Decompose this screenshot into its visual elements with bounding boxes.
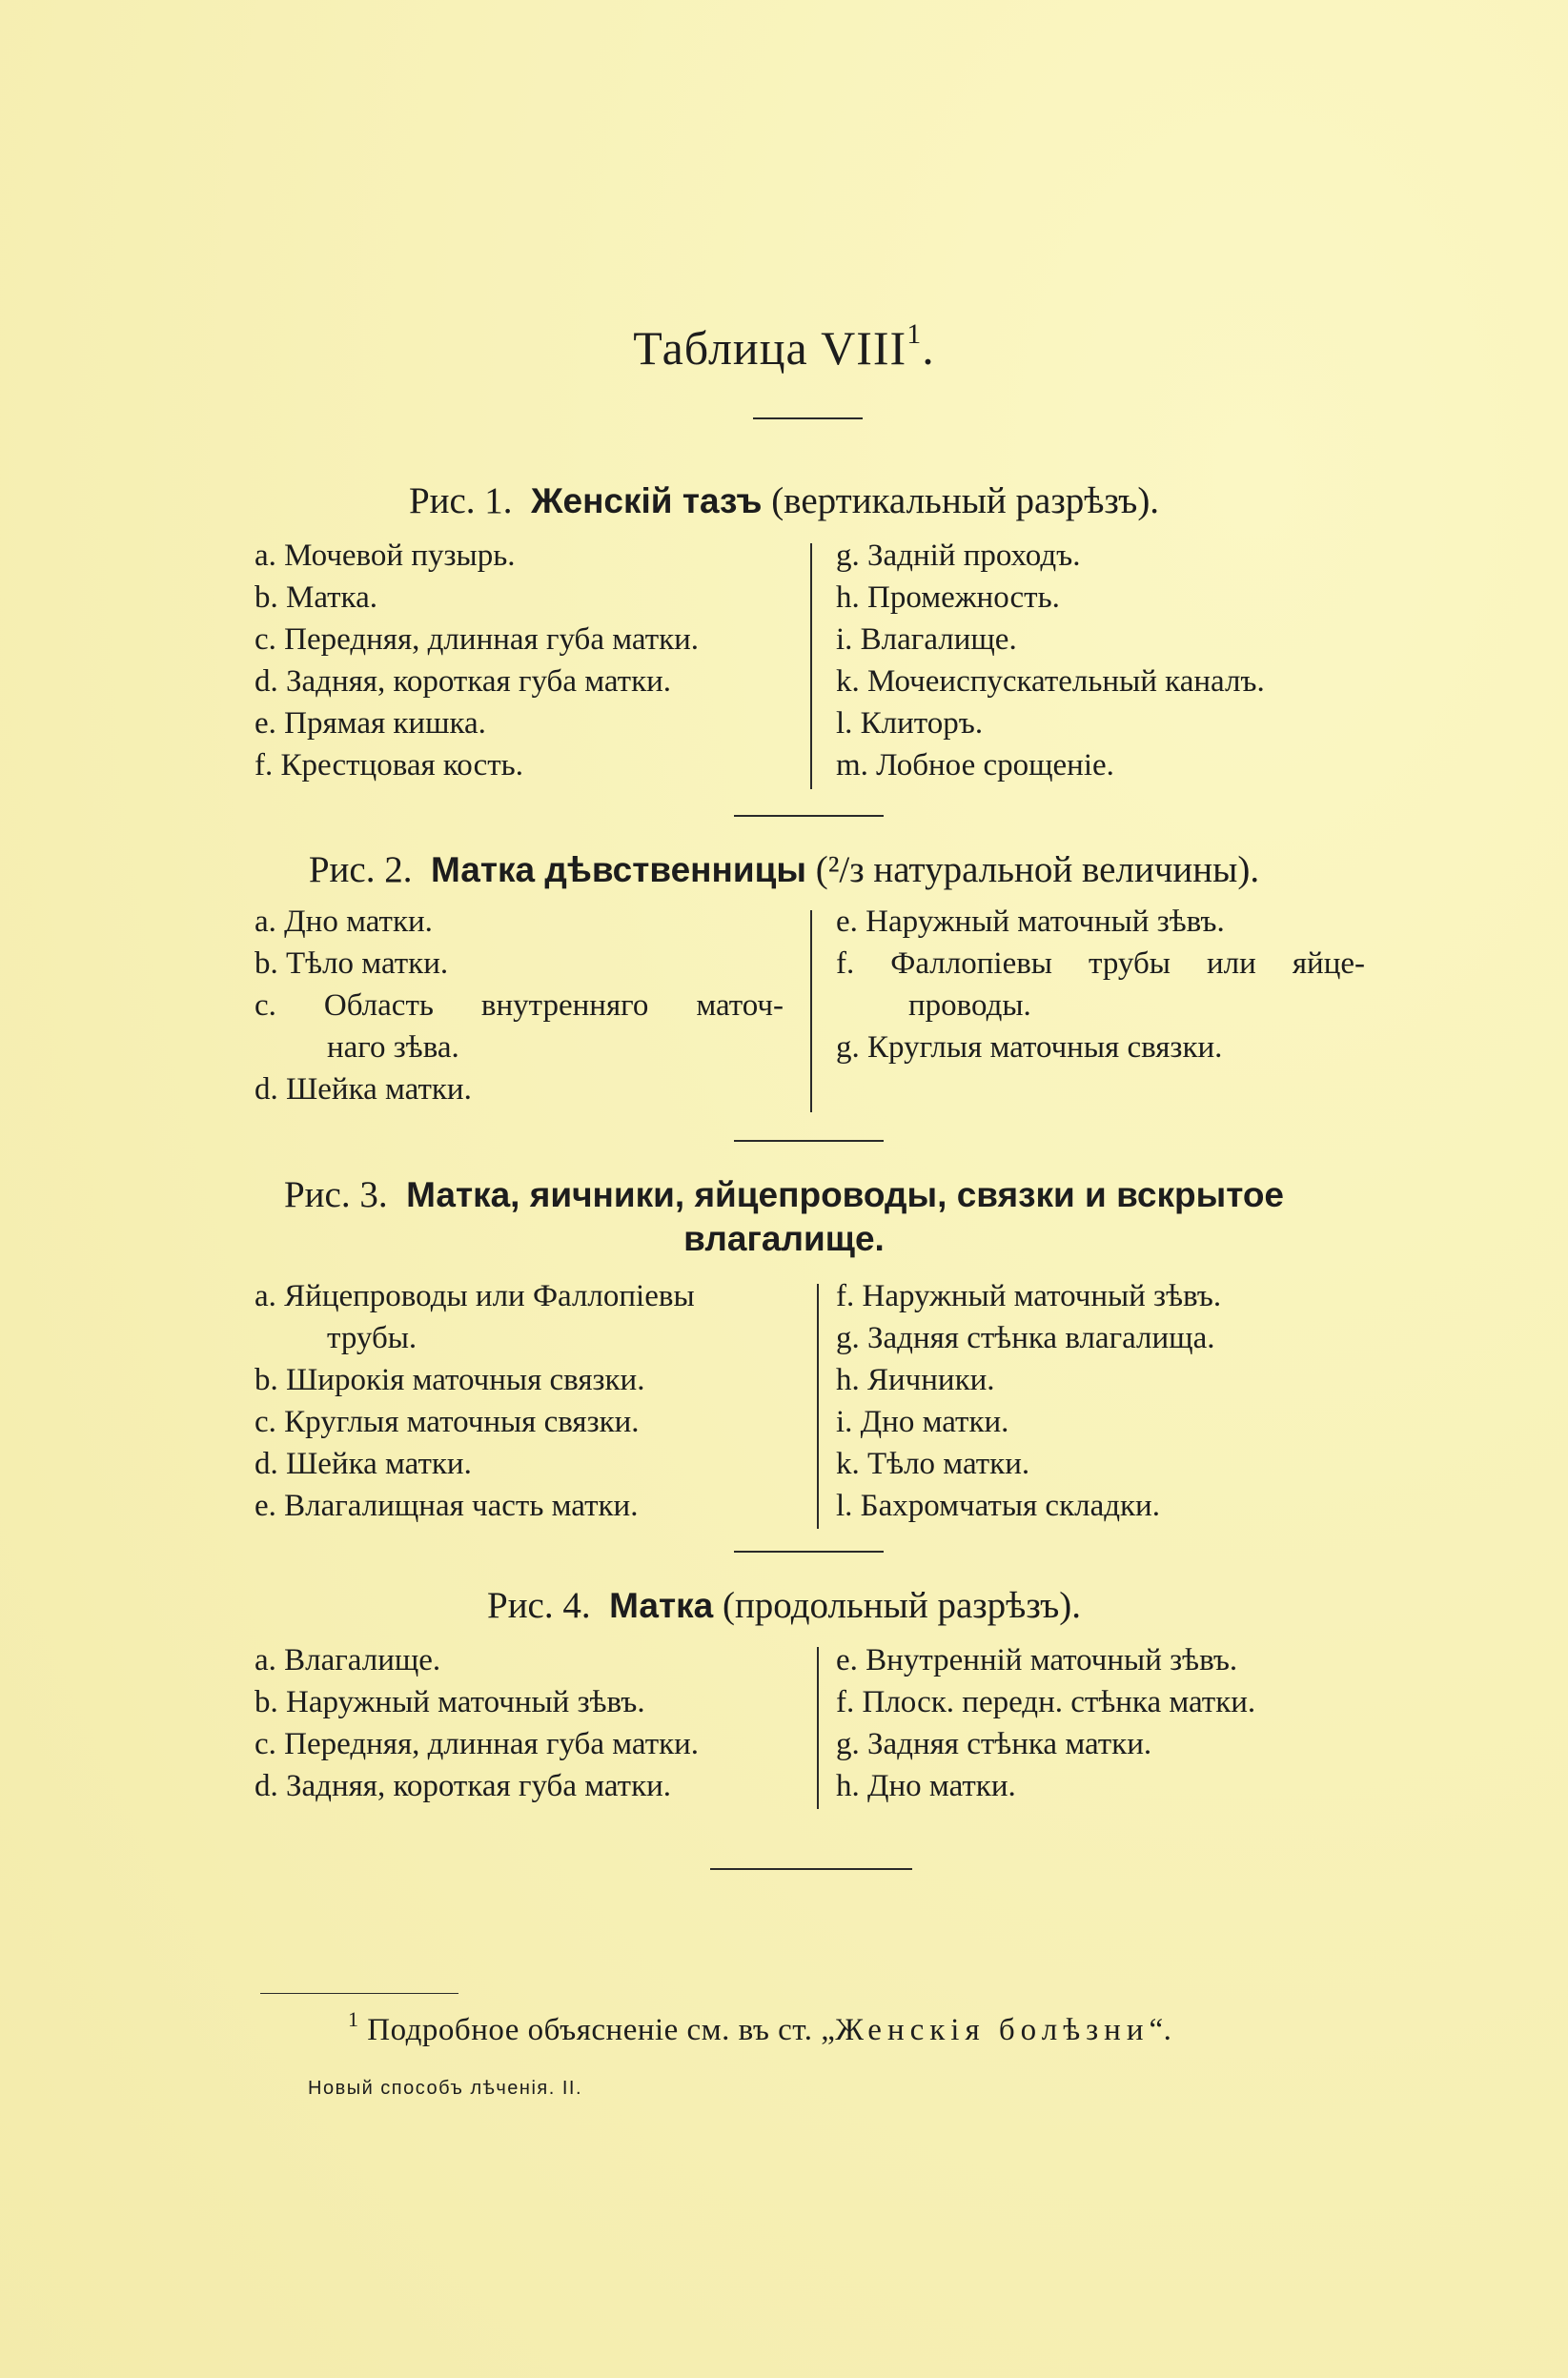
- legend-item: b. Матка.: [255, 580, 377, 615]
- legend-item: e. Прямая кишка.: [255, 706, 486, 741]
- title-text: Таблица VIII: [633, 321, 907, 375]
- legend-item: f. Крестцовая кость.: [255, 748, 523, 783]
- figure-4-left-list: [255, 1639, 788, 1807]
- figure-label: Рис. 2.: [308, 849, 413, 890]
- legend-item: b. Наружный маточный зѣвъ.: [255, 1685, 645, 1719]
- legend-item: c. Область внутренняго маточ-: [255, 988, 784, 1023]
- legend-item: m. Лобное срощеніе.: [836, 748, 1114, 783]
- legend-item: d. Шейка матки.: [255, 1072, 472, 1107]
- legend-item: b. Тѣло матки.: [255, 946, 449, 981]
- figure-subtitle: (вертикальный разрѣзъ).: [762, 480, 1160, 521]
- legend-item: l. Клиторъ.: [836, 706, 984, 741]
- legend-item: a. Влагалище.: [255, 1643, 441, 1677]
- divider-rule: [734, 1551, 884, 1553]
- legend-item: a. Мочевой пузырь.: [255, 539, 516, 573]
- printer-signature: Новый способъ лѣченія. II.: [308, 2078, 583, 2099]
- figure-4-heading: [0, 1584, 1568, 1628]
- legend-item-continuation: проводы.: [908, 988, 1031, 1023]
- figure-subtitle: (²/з натуральной величины).: [805, 849, 1260, 890]
- figure-title: Женскій тазъ: [531, 481, 763, 520]
- figure-3-heading-line-2: [0, 1217, 1568, 1261]
- legend-item: a. Дно матки.: [255, 904, 433, 939]
- column-divider: [810, 543, 812, 789]
- figure-title: Матка, яичники, яйцепроводы, связки и вскрытое: [406, 1175, 1285, 1214]
- figure-3-heading: [0, 1173, 1568, 1217]
- figure-subtitle: (продольный разрѣзъ).: [713, 1585, 1081, 1626]
- figure-2-heading: [0, 848, 1568, 892]
- legend-item: c. Передняя, длинная губа матки.: [255, 1727, 700, 1761]
- footnote-text: Подробное объясненіе см. въ ст. „: [358, 2013, 836, 2047]
- figure-2-right-list: [836, 901, 1365, 1068]
- legend-item: g. Круглыя маточныя связки.: [836, 1030, 1223, 1065]
- page-title: [0, 320, 1568, 376]
- figure-1-right-list: [836, 535, 1265, 786]
- legend-item: h. Дно матки.: [836, 1769, 1016, 1803]
- legend-item: d. Шейка матки.: [255, 1447, 472, 1481]
- column-divider: [810, 910, 812, 1112]
- legend-item: k. Мочеиспускательный каналъ.: [836, 664, 1265, 699]
- figure-title-continuation: влагалище.: [683, 1219, 885, 1258]
- divider-rule: [753, 417, 863, 419]
- footnote: [348, 2009, 1171, 2048]
- divider-rule: [734, 1140, 884, 1142]
- column-divider: [817, 1284, 819, 1529]
- figure-3-right-list: [836, 1275, 1221, 1527]
- figure-label: Рис. 4.: [487, 1585, 591, 1626]
- legend-item: c. Круглыя маточныя связки.: [255, 1405, 640, 1439]
- column-divider: [817, 1647, 819, 1809]
- footnote-end: “.: [1149, 2013, 1172, 2047]
- figure-label: Рис. 1.: [408, 480, 513, 521]
- legend-item: i. Дно матки.: [836, 1405, 1009, 1439]
- legend-item: f. Плоск. передн. стѣнка матки.: [836, 1685, 1256, 1719]
- figure-3-left-list: [255, 1275, 788, 1527]
- figure-title: Матка дѣвственницы: [430, 850, 806, 889]
- legend-item: a. Яйцепроводы или Фаллопіевы: [255, 1279, 695, 1313]
- legend-item: h. Яичники.: [836, 1363, 995, 1397]
- legend-item: e. Наружный маточный зѣвъ.: [836, 904, 1225, 939]
- legend-item: f. Фаллопіевы трубы или яйце-: [836, 946, 1365, 981]
- divider-rule: [734, 815, 884, 817]
- legend-item: l. Бахромчатыя складки.: [836, 1489, 1160, 1523]
- legend-item: i. Влагалище.: [836, 622, 1017, 657]
- footnote-number: 1: [348, 2007, 359, 2031]
- legend-item: d. Задняя, короткая губа матки.: [255, 664, 672, 699]
- legend-item: g. Задняя стѣнка влагалища.: [836, 1321, 1215, 1355]
- legend-item: c. Передняя, длинная губа матки.: [255, 622, 700, 657]
- legend-item: h. Промежность.: [836, 580, 1060, 615]
- legend-item: e. Внутренній маточный зѣвъ.: [836, 1643, 1238, 1677]
- title-end: .: [922, 321, 935, 375]
- legend-item: k. Тѣло матки.: [836, 1447, 1030, 1481]
- legend-item: f. Наружный маточный зѣвъ.: [836, 1279, 1222, 1313]
- figure-title: Матка: [609, 1586, 714, 1625]
- legend-item-continuation: наго зѣва.: [327, 1030, 459, 1065]
- legend-item: b. Широкія маточныя связки.: [255, 1363, 645, 1397]
- legend-item: g. Задній проходъ.: [836, 539, 1081, 573]
- figure-2-left-list: [255, 901, 784, 1110]
- figure-1-heading: [0, 479, 1568, 523]
- footnote-separator: [260, 1993, 458, 1994]
- figure-4-right-list: [836, 1639, 1255, 1807]
- legend-item: g. Задняя стѣнка матки.: [836, 1727, 1152, 1761]
- figure-label: Рис. 3.: [283, 1174, 388, 1215]
- figure-1-left-list: [255, 535, 784, 786]
- legend-item: e. Влагалищная часть матки.: [255, 1489, 639, 1523]
- legend-item-continuation: трубы.: [327, 1321, 417, 1355]
- legend-item: d. Задняя, короткая губа матки.: [255, 1769, 672, 1803]
- footnote-mark: 1: [906, 318, 923, 351]
- footnote-reference-title: Женскія болѣзни: [835, 2013, 1150, 2047]
- end-rule: [710, 1868, 912, 1870]
